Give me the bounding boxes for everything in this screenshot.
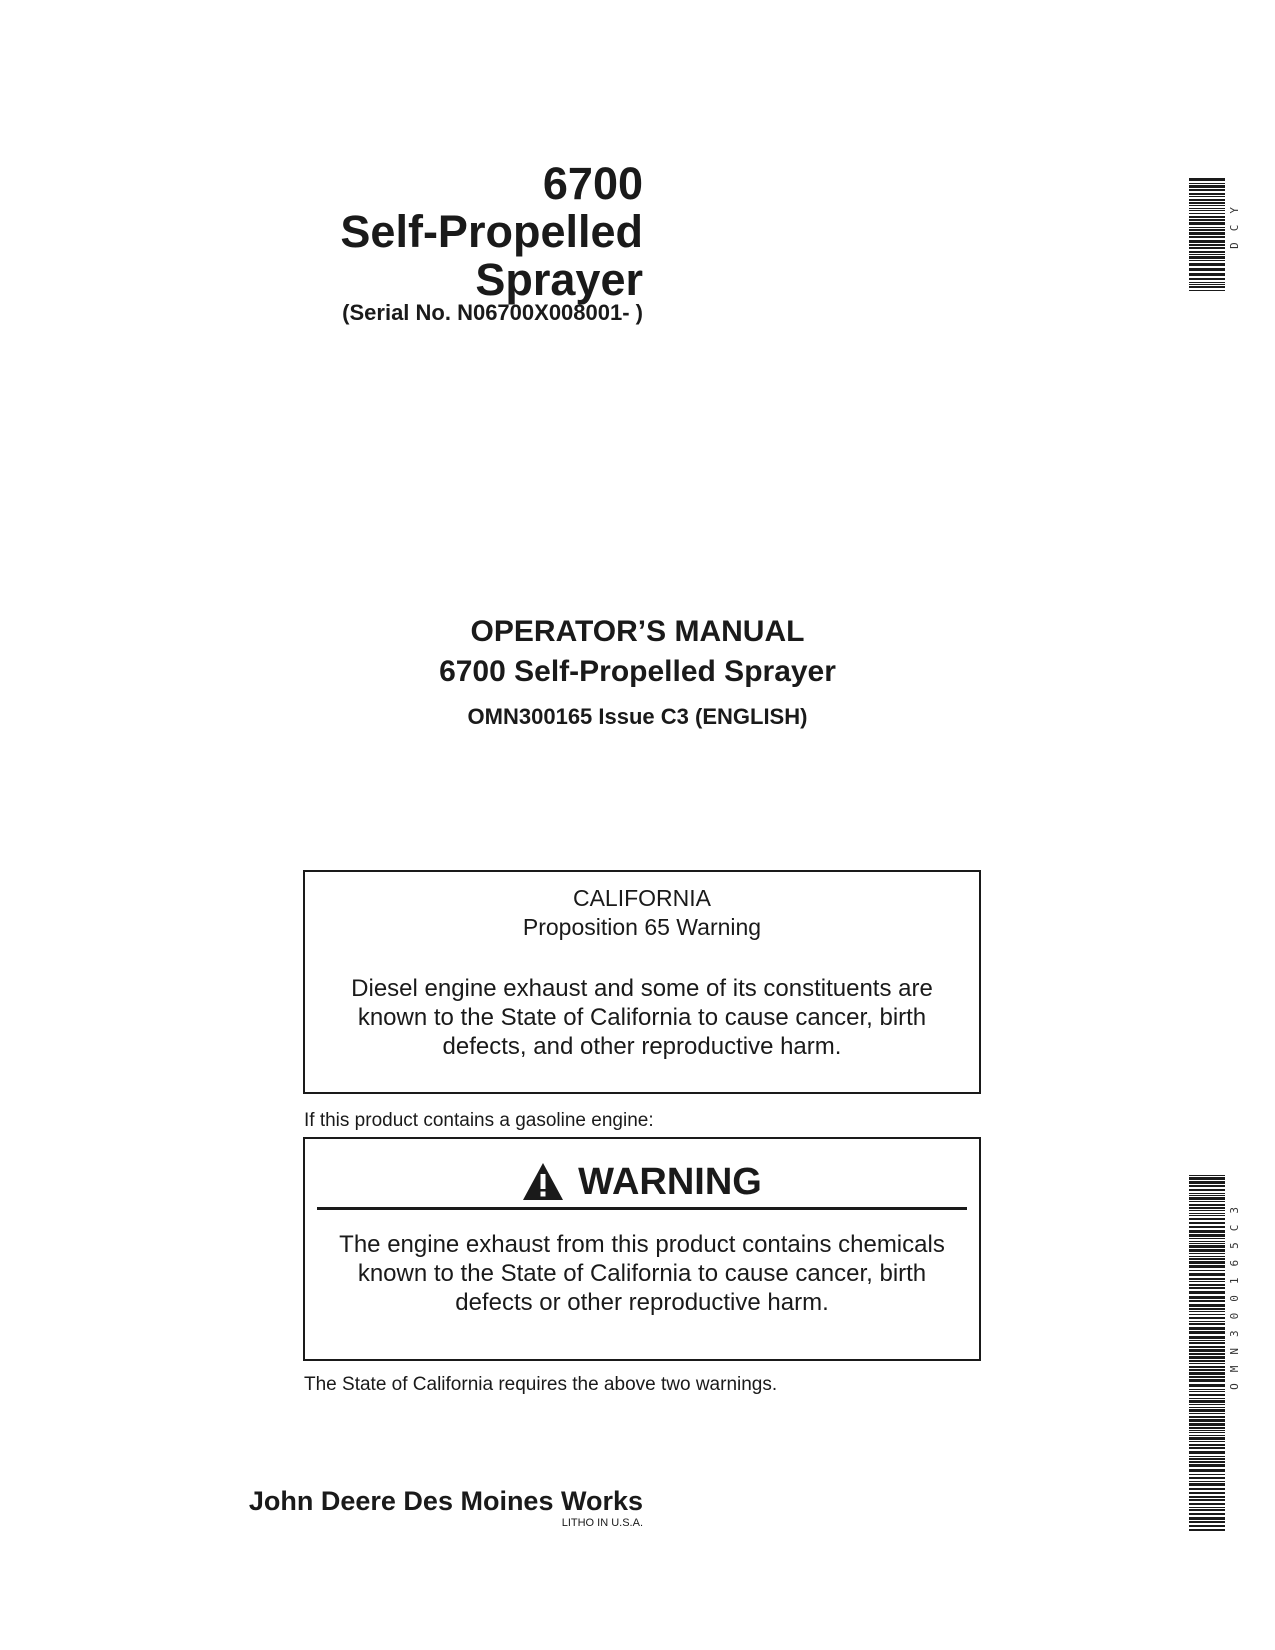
product-name-line2: Sprayer <box>475 254 643 305</box>
warning-word: WARNING <box>578 1161 762 1203</box>
manual-block <box>0 612 1275 732</box>
prop65-heading: CALIFORNIA <box>572 885 712 911</box>
prop65-subheading: Proposition 65 Warning <box>522 914 762 940</box>
product-name-line1: Self-Propelled <box>340 206 643 257</box>
manual-issue: OMN300165 Issue C3 (ENGLISH) <box>467 704 808 729</box>
warning-header <box>317 1157 967 1210</box>
barcode-bottom-label: OMN300165C3 <box>1228 1196 1241 1390</box>
title-block <box>340 160 643 326</box>
gasoline-warning-box <box>303 1137 981 1361</box>
gasoline-note: If this product contains a gasoline engine: <box>304 1110 654 1131</box>
state-note: The State of California requires the above two warnings. <box>304 1374 778 1395</box>
litho-note: LITHO IN U.S.A. <box>561 1517 643 1529</box>
prop65-text: Diesel engine exhaust and some of its constituents are known to the State of California to cause cancer, birth defects, and other reproductive harm. <box>351 975 933 1060</box>
barcode-top <box>1189 178 1225 291</box>
manual-subtitle: 6700 Self-Propelled Sprayer <box>439 655 836 688</box>
warning-text: The engine exhaust from this product contains chemicals known to the State of California to cause cancer, birth defects or other reproductive harm. <box>339 1231 945 1316</box>
prop65-warning-box <box>303 870 981 1094</box>
barcode-top-label: DCY <box>1228 196 1241 249</box>
serial-number: (Serial No. N06700X008001- ) <box>342 300 643 325</box>
publisher-works: John Deere Des Moines Works <box>248 1486 643 1516</box>
barcode-bottom <box>1189 1175 1225 1532</box>
model-number: 6700 <box>542 158 643 209</box>
footer <box>249 1486 643 1530</box>
warning-triangle-icon <box>522 1162 564 1202</box>
manual-title: OPERATOR’S MANUAL <box>470 615 805 648</box>
